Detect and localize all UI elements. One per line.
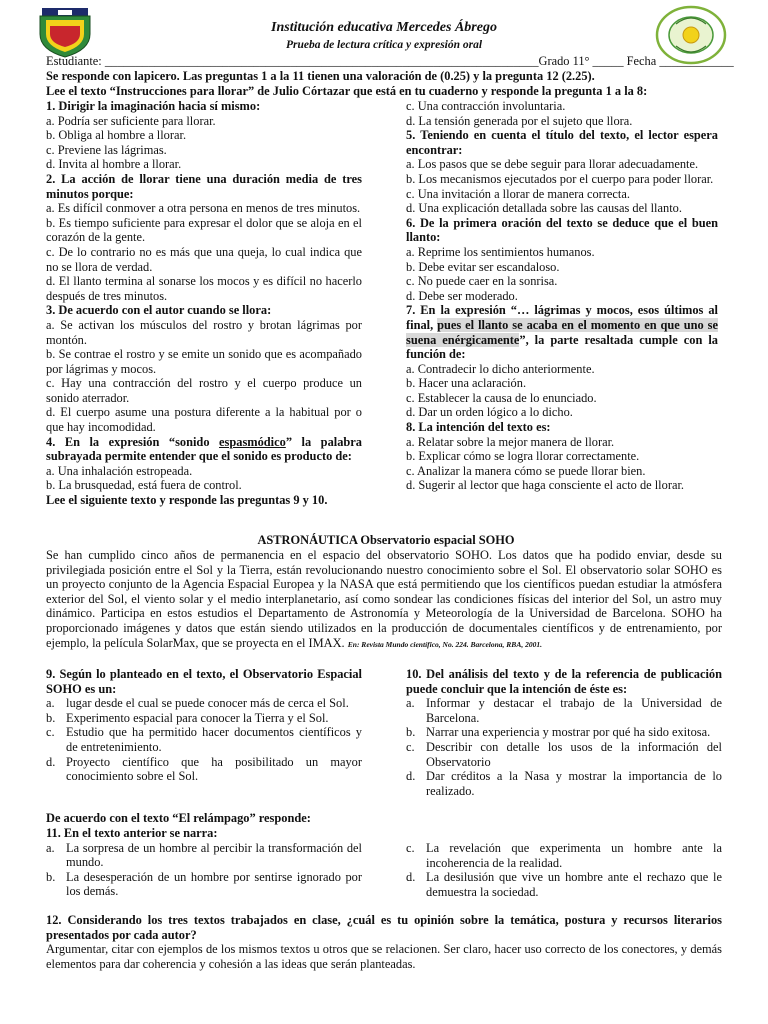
question-5-title: 5. Teniendo en cuenta el título del texto, el lector espera encontrar:	[406, 128, 718, 157]
q8-option-d[interactable]: d. Sugerir al lector que haga consciente el acto de llorar.	[406, 478, 684, 493]
question-1-title: 1. Dirigir la imaginación hacia sí mismo:	[46, 99, 261, 113]
q7-option-b[interactable]: b. Hacer una aclaración.	[406, 376, 527, 391]
reading-instructions: Lee el texto “Instrucciones para llorar” de Julio Córtazar que está en tu cuaderno y responde la pregunta 1 a la 8:	[46, 84, 648, 98]
question-3-title: 3. De acuerdo con el autor cuando se llora:	[46, 303, 272, 318]
q3-option-a[interactable]: a. Se activan los músculos del rostro y brotan lágrimas por montón.	[46, 317, 362, 347]
q2-option-b[interactable]: b. Es tiempo suficiente para expresar el dolor que se aloja en el corazón de la gente.	[46, 215, 362, 245]
student-info-line[interactable]: Estudiante: ______________________________________________________________________Grado 11° _____ Fecha ____________	[46, 54, 734, 68]
q4-option-b[interactable]: b. La brusquedad, está fuera de control.	[46, 478, 242, 493]
q7-title-post: ”, la parte resaltada cumple con la función de:	[406, 332, 718, 362]
right-column	[406, 99, 718, 493]
question-11	[46, 826, 362, 899]
passage-source: En: Revista Mundo científico, No. 224. Barcelona, RBA, 2001.	[347, 639, 542, 649]
question-6-title: 6. De la primera oración del texto se deduce que el buen llanto:	[406, 215, 718, 245]
q6-option-d[interactable]: d. Debe ser moderado.	[406, 288, 518, 303]
q4-option-d[interactable]: d. La tensión generada por el sujeto que llora.	[406, 113, 633, 128]
question-4-title	[46, 435, 362, 464]
q9-option-a[interactable]: a. lugar desde el cual se puede conocer más de cerca el Sol.	[46, 696, 349, 711]
q9-option-d[interactable]: d. Proyecto científico que ha posibilitado un mayor conocimiento sobre el Sol.	[46, 754, 362, 784]
shield-icon	[36, 6, 94, 58]
q5-option-c[interactable]: c. Una invitación a llorar de manera correcta.	[406, 186, 630, 201]
q4-title-pre: 4. En la expresión “sonido	[46, 434, 220, 449]
question-12-title: 12. Considerando los tres textos trabajados en clase, ¿cuál es tu opinión sobre la temática, postura y recursos literarios presentados por cada autor?	[46, 913, 722, 942]
q10-option-b[interactable]: b. Narrar una experiencia y mostrar por qué ha sido exitosa.	[406, 725, 711, 740]
q1-option-a[interactable]: a. Podría ser suficiente para llorar.	[46, 113, 216, 128]
passage-body: Se han cumplido cinco años de permanencia en el espacio del observatorio SOHO. Los datos que ha podido enviar, desde su privilegiada posición entre el Sol y la Tierra, están revolucionando nuestro conocimiento sobre el Sol. El observatorio solar SOHO es un proyecto conjunto de la Agencia Espacial Europea y la NASA que está permitiendo que los científicos puedan estudiar la atmósfera exterior del Sol, el viento solar y el medio interplanetario, así como sondear las condiciones físicas del interior del Sol, un astro muy dinámico. Participa en estos estudios el Departamento de Astronomía y Meteorología de la Universidad de Barcelona. SOHO ha proporcionado imágenes y datos que están siendo utilizados en la producción de documentales científicos y de entrenamiento, por ejemplo, la película SolarMax, que se proyecta en el IMAX.	[46, 548, 722, 650]
q11-option-b[interactable]: b. La desesperación de un hombre por sentirse ignorado por los demás.	[46, 869, 362, 899]
question-12	[46, 913, 722, 971]
q1-option-d[interactable]: d. Invita al hombre a llorar.	[46, 157, 182, 172]
grading-instructions: Se responde con lapicero. Las preguntas 1 a la 11 tienen una valoración de (0.25) y la pregunta 12 (2.25).	[46, 69, 595, 83]
q1-option-c[interactable]: c. Previene las lágrimas.	[46, 142, 167, 157]
q9-option-c[interactable]: c. Estudio que ha permitido hacer documentos científicos y de entretenimiento.	[46, 725, 362, 754]
q7-highlighted-phrase: pues el llanto se acaba en el momento en que uno se suena enérgicamente	[406, 317, 718, 347]
q5-option-a[interactable]: a. Los pasos que se debe seguir para llorar adecuadamente.	[406, 157, 699, 172]
q4-option-a[interactable]: a. Una inhalación estropeada.	[46, 463, 193, 478]
question-10	[406, 667, 722, 798]
q7-option-d[interactable]: d. Dar un orden lógico a lo dicho.	[406, 405, 573, 420]
q4-option-c[interactable]: c. Una contracción involuntaria.	[406, 99, 566, 113]
q3-option-b[interactable]: b. Se contrae el rostro y se emite un sonido que es acompañado por lágrimas y mocos.	[46, 347, 362, 376]
question-7-title	[406, 303, 718, 361]
institution-name: Institución educativa Mercedes Ábrego	[271, 20, 497, 35]
q3-option-c[interactable]: c. Hay una contracción del rostro y el cuerpo produce un sonido aterrador.	[46, 376, 362, 405]
exam-subtitle: Prueba de lectura crítica y expresión oral	[285, 39, 483, 51]
q3-option-d[interactable]: d. El cuerpo asume una postura diferente a la habitual por o que hay incomodidad.	[46, 405, 362, 435]
passage-title: ASTRONÁUTICA Observatorio espacial SOHO	[257, 533, 515, 547]
question-2-title: 2. La acción de llorar tiene una duración media de tres minutos porque:	[46, 171, 362, 201]
q9-option-b[interactable]: b. Experimento espacial para conocer la Tierra y el Sol.	[46, 710, 329, 725]
q7-option-c[interactable]: c. Establecer la causa de lo enunciado.	[406, 390, 597, 405]
q7-option-a[interactable]: a. Contradecir lo dicho anteriormente.	[406, 361, 595, 376]
q10-option-a[interactable]: a. Informar y destacar el trabajo de la Universidad de Barcelona.	[406, 696, 722, 725]
q11-option-d[interactable]: d. La desilusión que vive un hombre ante el rechazo que le demuestra la sociedad.	[406, 870, 722, 899]
question-10-title: 10. Del análisis del texto y de la referencia de publicación puede concluir que la intención de éste es:	[406, 667, 722, 696]
school-shield-logo	[36, 6, 94, 58]
q8-option-b[interactable]: b. Explicar cómo se logra llorar correctamente.	[406, 449, 640, 464]
relampago-intro: De acuerdo con el texto “El relámpago” responde:	[46, 811, 311, 825]
q11-option-a[interactable]: a. La sorpresa de un hombre al percibir la transformación del mundo.	[46, 840, 362, 870]
question-11-title: 11. En el texto anterior se narra:	[46, 826, 218, 840]
q8-option-a[interactable]: a. Relatar sobre la mejor manera de llorar.	[406, 434, 615, 449]
passage-intro: Lee el siguiente texto y responde las preguntas 9 y 10.	[46, 493, 328, 508]
q11-option-c[interactable]: c. La revelación que experimenta un hombre ante la incoherencia de la realidad.	[406, 841, 722, 870]
q2-option-d[interactable]: d. El llanto termina al sonarse los mocos y es difícil no hacerlo después de tres minutos.	[46, 274, 362, 303]
question-8-title: 8. La intención del texto es:	[406, 420, 551, 435]
q4-underlined-word: espasmódico	[219, 434, 286, 449]
q10-option-d[interactable]: d. Dar créditos a la Nasa y mostrar la importancia de lo realizado.	[406, 769, 722, 798]
q4-title-post: ” la palabra subrayada permite entender que el sonido es producto de:	[46, 434, 362, 464]
q2-option-a[interactable]: a. Es difícil conmover a otra persona en menos de tres minutos.	[46, 201, 361, 216]
q6-option-c[interactable]: c. No puede caer en la sonrisa.	[406, 274, 558, 289]
q10-option-c[interactable]: c. Describir con detalle los usos de la información del Observatorio	[406, 739, 722, 769]
q5-option-d[interactable]: d. Una explicación detallada sobre las causas del llanto.	[406, 201, 682, 216]
question-11-cont	[406, 841, 722, 899]
question-9-title: 9. Según lo planteado en el texto, el Observatorio Espacial SOHO es un:	[46, 667, 362, 696]
q6-option-b[interactable]: b. Debe evitar ser escandaloso.	[406, 259, 560, 274]
q6-option-a[interactable]: a. Reprime los sentimientos humanos.	[406, 244, 595, 259]
q2-option-c[interactable]: c. De lo contrario no es más que una queja, lo cual indica que no se llora de verdad.	[46, 244, 362, 274]
q1-option-b[interactable]: b. Obliga al hombre a llorar.	[46, 128, 187, 143]
q7-title-pre: 7. En la expresión “… lágrimas y mocos, esos últimos al final,	[406, 303, 718, 332]
q8-option-c[interactable]: c. Analizar la manera cómo se puede llorar bien.	[406, 463, 646, 478]
question-9	[46, 667, 362, 784]
question-12-instructions: Argumentar, citar con ejemplos de los mismos textos u otros que se relacionen. Ser claro, hacer uso correcto de los conectores, y demás elementos para dar coherencia y cohesión a las ideas que serán planteadas.	[46, 942, 722, 971]
q5-option-b[interactable]: b. Los mecanismos ejecutados por el cuerpo para poder llorar.	[406, 171, 714, 186]
left-column	[46, 99, 362, 508]
passage-text	[46, 548, 722, 652]
